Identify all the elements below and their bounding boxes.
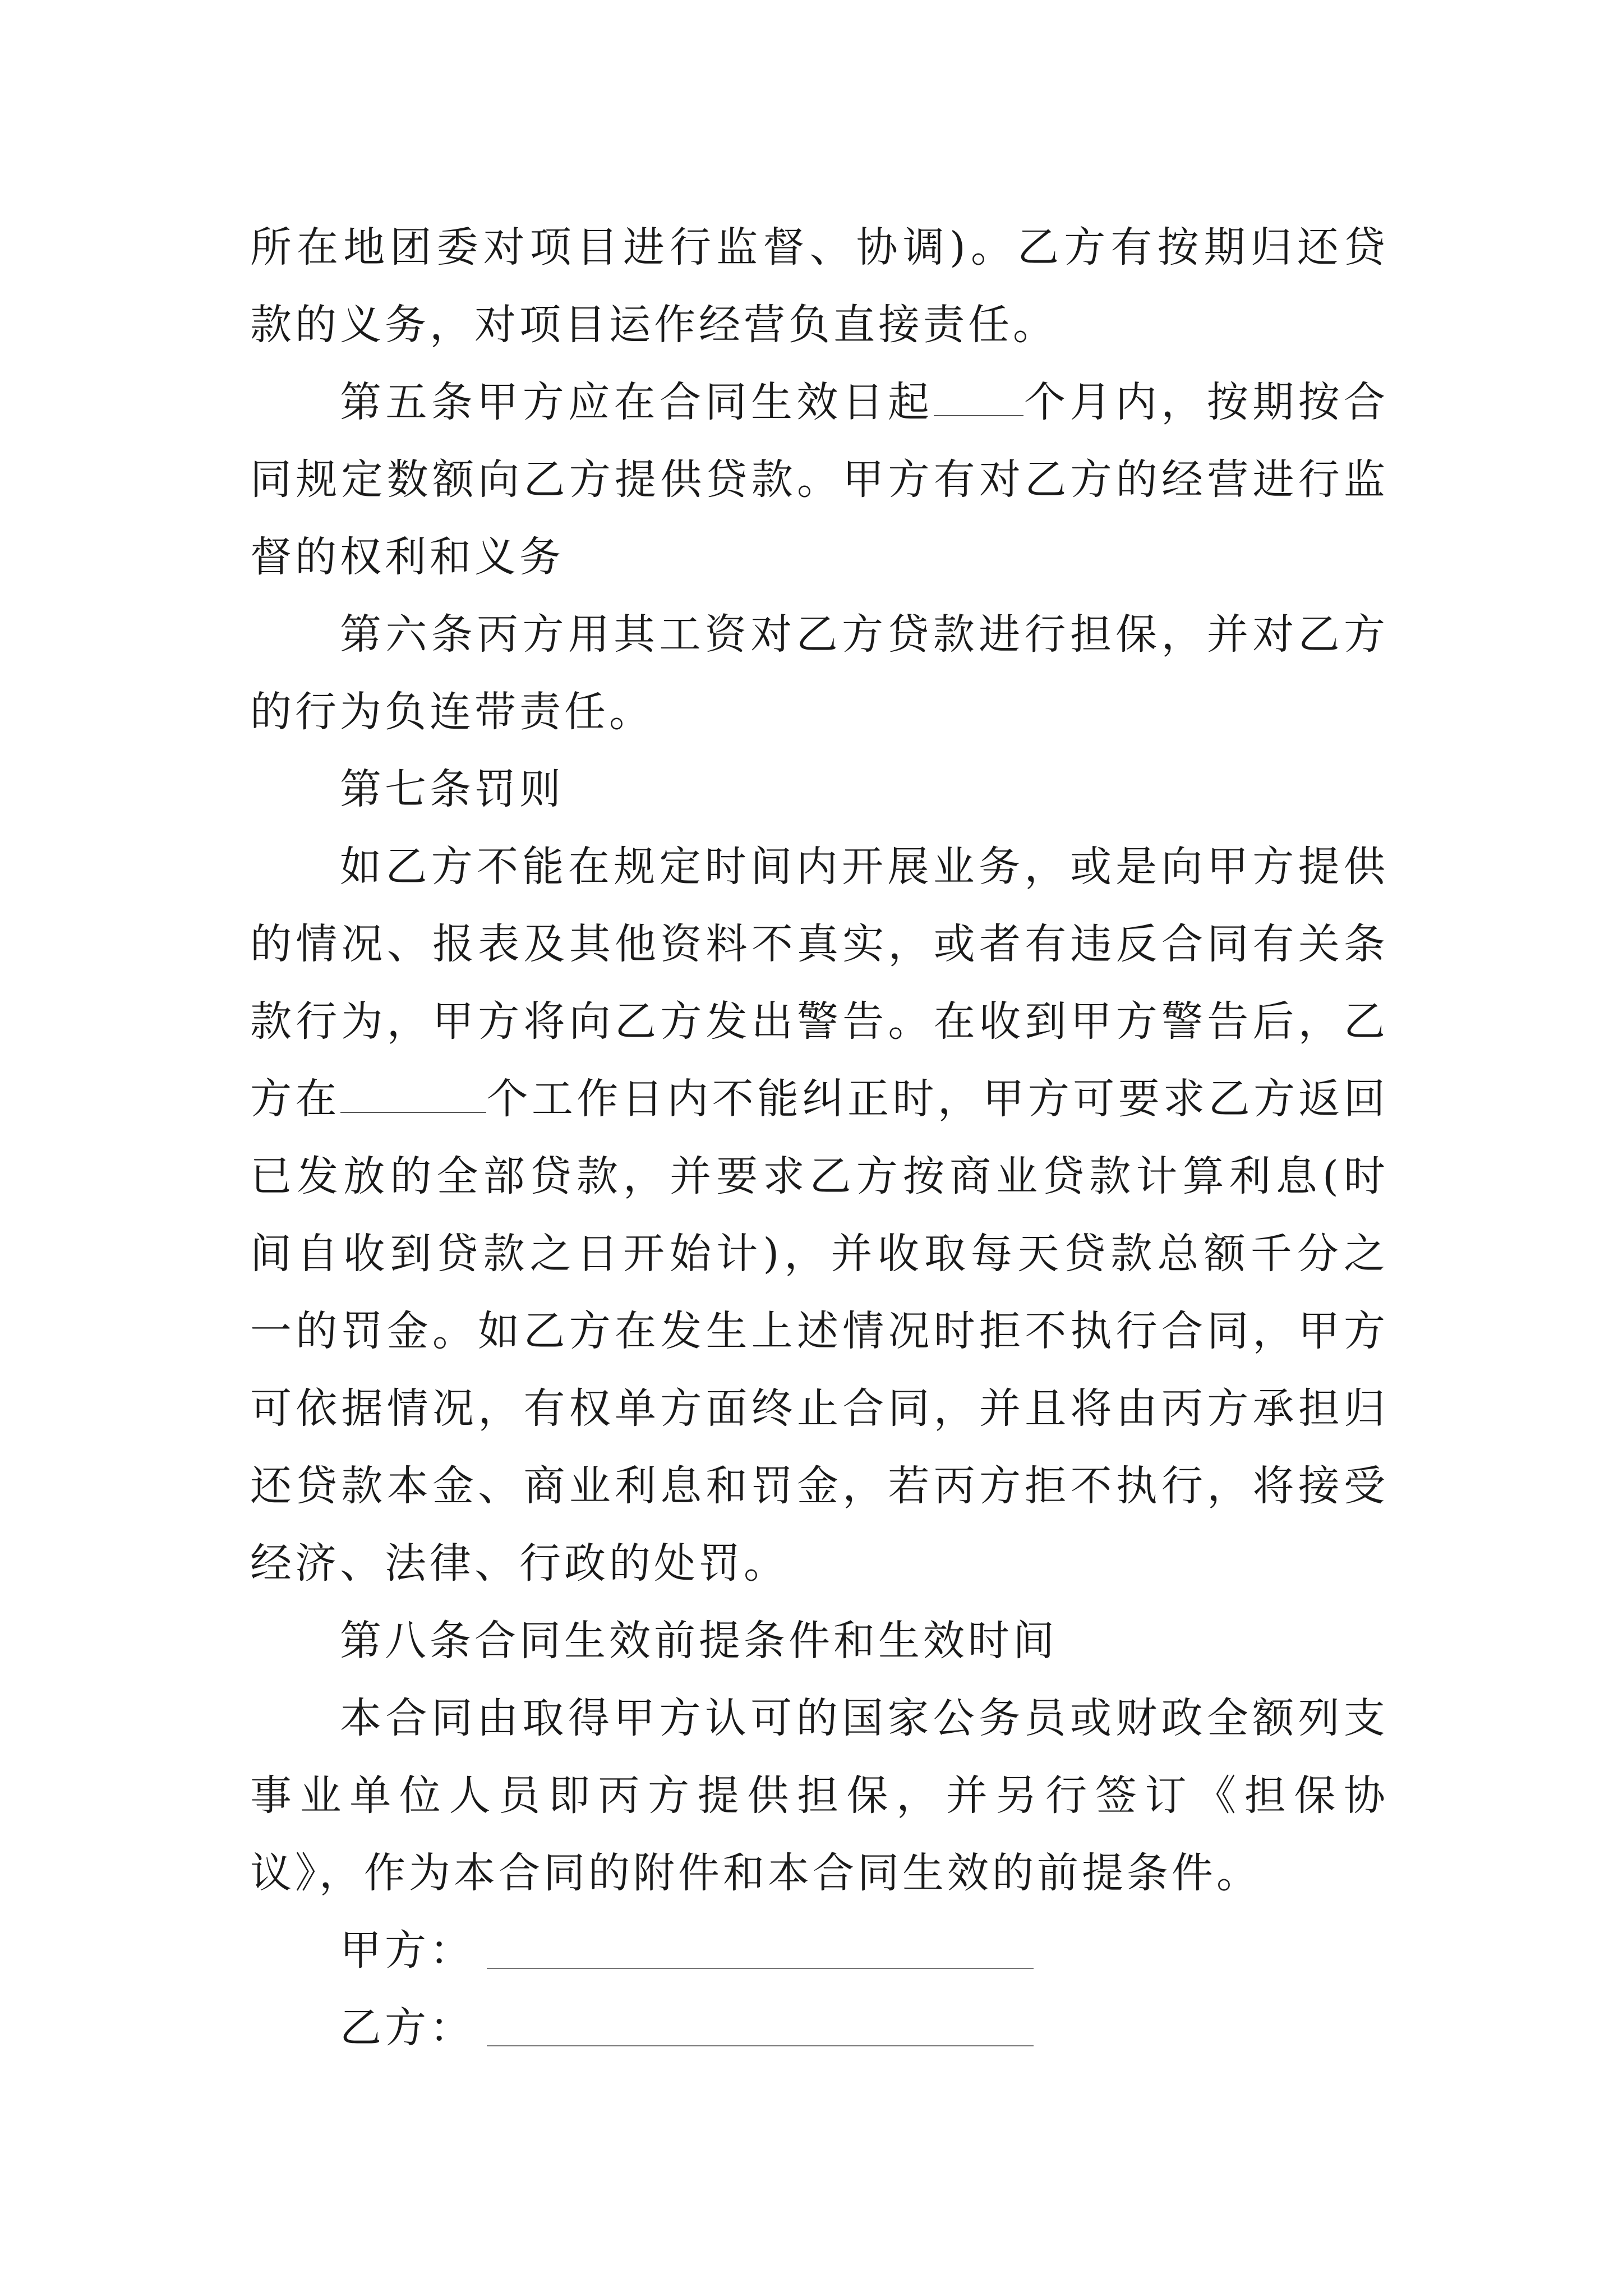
party-b-label: 乙方： <box>340 2004 474 2052</box>
article-7-heading: 第七条罚则 <box>340 765 564 813</box>
working-days-blank <box>340 1078 486 1113</box>
party-b-signature-blank <box>487 2045 1034 2046</box>
party-a-signature-line <box>250 1912 1389 1989</box>
article-6-paragraph: 第六条丙方用其工资对乙方贷款进行担保，并对乙方的行为负连带责任。 <box>250 610 1389 736</box>
penalty-text-start: 如乙方不能在规定时间内开展业务，或是向甲方提供的情况、报表及其他资料不真实，或者有违反合同有关条款行为，甲方将向乙方发出警告。在收到甲方警告后，乙方在 <box>250 843 1389 1123</box>
months-blank <box>934 381 1023 416</box>
penalty-text-end: 个工作日内不能纠正时，甲方可要求乙方返回已发放的全部贷款，并要求乙方按商业贷款计算利息(时间自收到贷款之日开始计)，并收取每天贷款总额千分之一的罚金。如乙方在发生上述情况时拒不执行合同，甲方可依据情况，有权单方面终止合同，并且将由丙方承担归还贷款本金、商业利息和罚金，若丙方拒不执行，将接受经济、法律、行政的处罚。 <box>250 1075 1389 1588</box>
paragraph-project-duty: 所在地团委对项目进行监督、协调)。乙方有按期归还贷款的义务，对项目运作经营负直接责任。 <box>250 223 1389 349</box>
party-a-signature-blank <box>487 1968 1034 1969</box>
penalty-paragraph <box>250 828 1389 1602</box>
article-5-text-start: 第五条甲方应在合同生效日起 <box>340 378 934 426</box>
article-5-text-end: 个月内，按期按合同规定数额向乙方提供贷款。甲方有对乙方的经营进行监督的权利和义务 <box>250 378 1389 581</box>
contract-body <box>250 209 1389 2067</box>
party-b-signature-line <box>250 1989 1389 2067</box>
guarantee-condition-paragraph: 本合同由取得甲方认可的国家公务员或财政全额列支事业单位人员即丙方提供担保，并另行签订《担保协议》，作为本合同的附件和本合同生效的前提条件。 <box>250 1694 1389 1897</box>
article-5-paragraph <box>250 364 1389 596</box>
article-8-heading: 第八条合同生效前提条件和生效时间 <box>340 1617 1058 1665</box>
party-a-label: 甲方： <box>340 1926 474 1975</box>
